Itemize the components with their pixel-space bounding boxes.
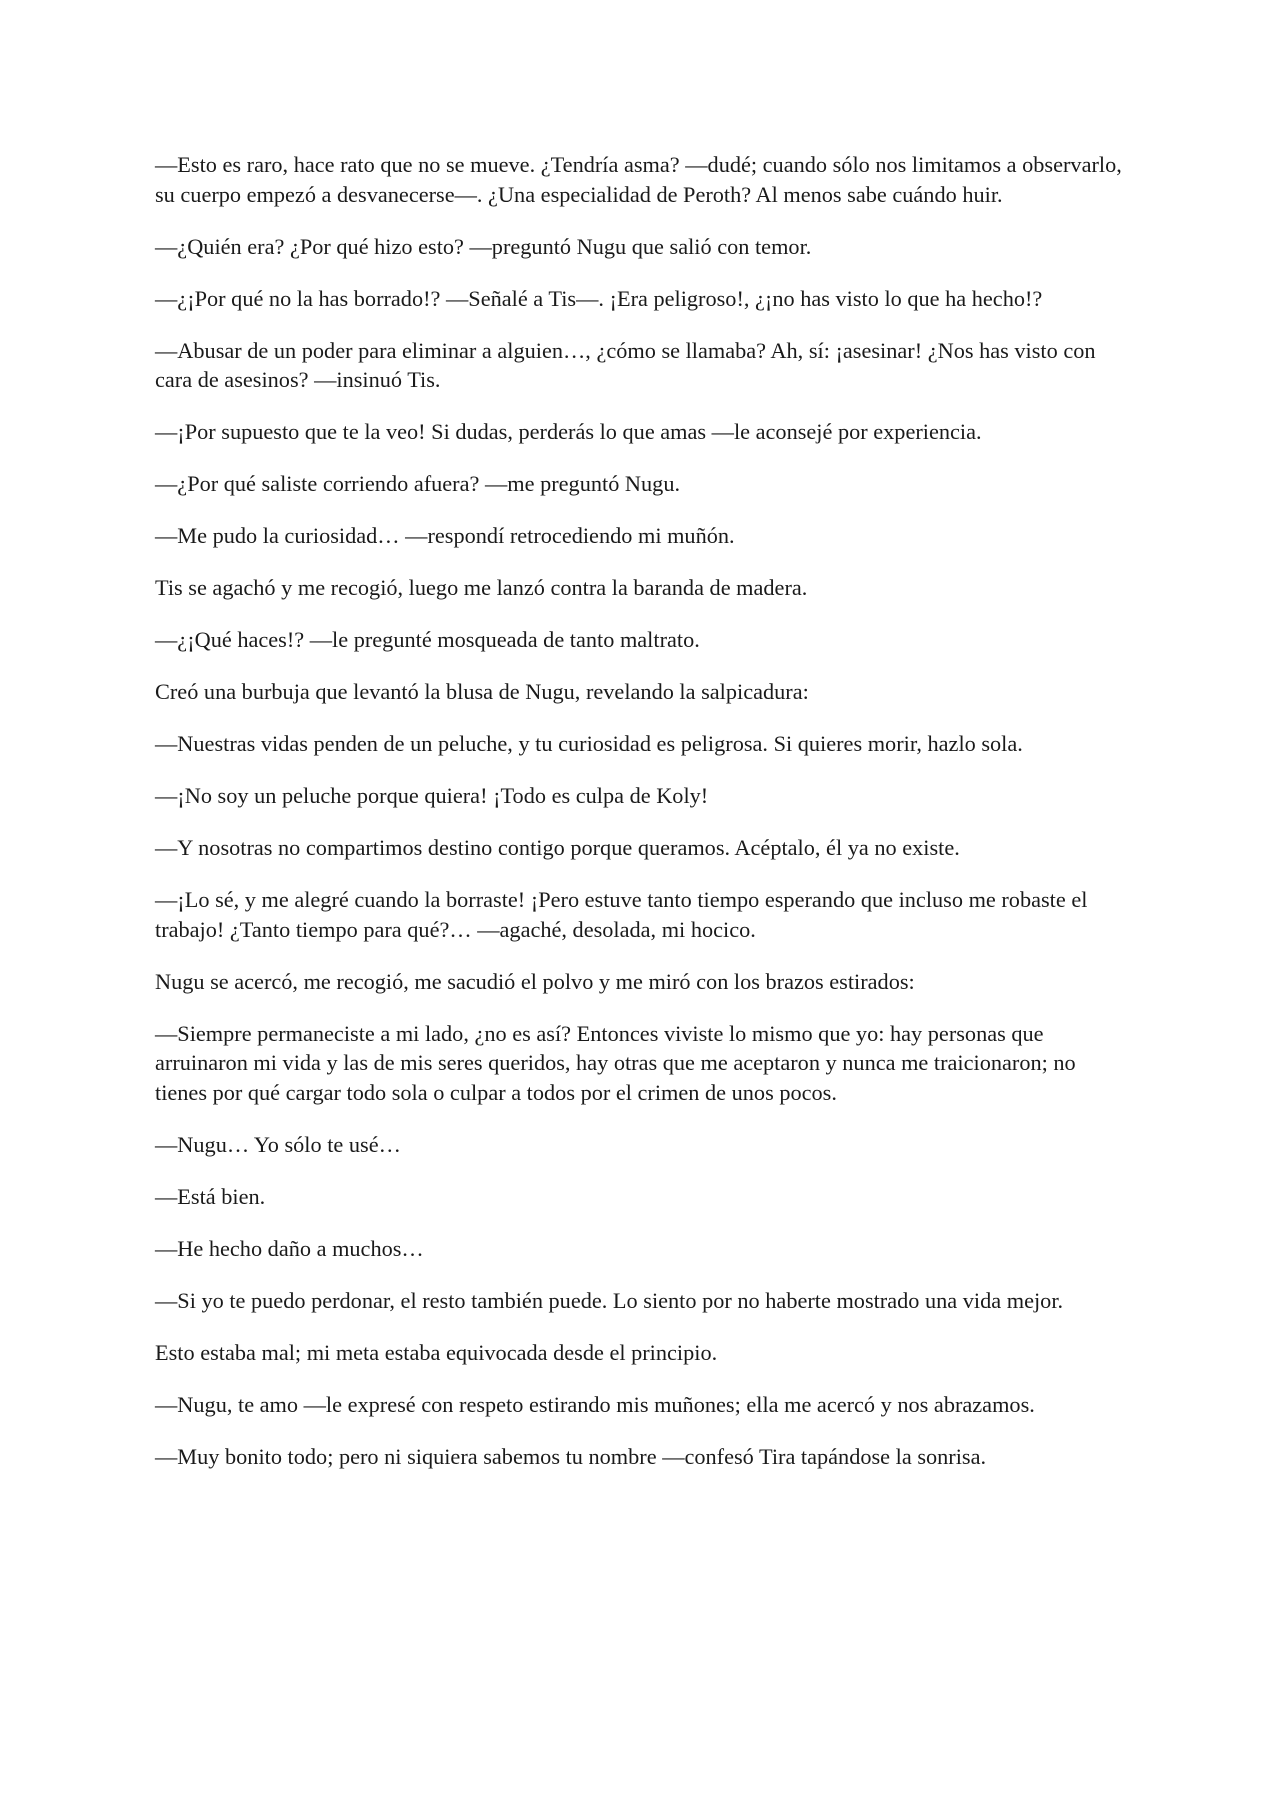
paragraph-14: —¡Lo sé, y me alegré cuando la borraste! ¡Pero estuve tanto tiempo esperando que incluso me robaste el trabajo! ¿Tanto tiempo para qué?… —agaché, desolada, mi hocico. <box>155 887 1088 942</box>
paragraph-16: —Siempre permaneciste a mi lado, ¿no es así? Entonces viviste lo mismo que yo: hay personas que arruinaron mi vida y las de mis seres queridos, hay otras que me aceptaron y nunca me traicionaron; no tienes por qué cargar todo sola o culpar a todos por el crimen de unos pocos. <box>155 1020 1076 1105</box>
paragraph-19: —He hecho daño a muchos… <box>155 1235 424 1261</box>
paragraph-1: —Esto es raro, hace rato que no se mueve. ¿Tendría asma? —dudé; cuando sólo nos limitamos a observarlo, su cuerpo empezó a desvanecerse—. ¿Una especialidad de Peroth? Al menos sabe cuándo huir. <box>155 152 1122 207</box>
paragraph-4: —Abusar de un poder para eliminar a alguien…, ¿cómo se llamaba? Ah, sí: ¡asesinar! ¿Nos has visto con cara de asesinos? —insinuó Tis. <box>155 337 1096 392</box>
paragraph-3: —¿¡Por qué no la has borrado!? —Señalé a Tis—. ¡Era peligroso!, ¿¡no has visto lo que ha hecho!? <box>155 285 1043 311</box>
paragraph-21: Esto estaba mal; mi meta estaba equivocada desde el principio. <box>155 1339 718 1365</box>
paragraph-10: Creó una burbuja que levantó la blusa de Nugu, revelando la salpicadura: <box>155 679 809 704</box>
paragraph-18: —Está bien. <box>155 1183 266 1209</box>
paragraph-12: —¡No soy un peluche porque quiera! ¡Todo es culpa de Koly! <box>155 783 709 808</box>
paragraph-7: —Me pudo la curiosidad… —respondí retrocediendo mi muñón. <box>155 523 735 548</box>
paragraph-6: —¿Por qué saliste corriendo afuera? —me preguntó Nugu. <box>155 471 681 496</box>
paragraph-2: —¿Quién era? ¿Por qué hizo esto? —preguntó Nugu que salió con temor. <box>155 233 812 259</box>
paragraph-15: Nugu se acercó, me recogió, me sacudió el polvo y me miró con los brazos estirados: <box>155 968 915 994</box>
paragraph-22: —Nugu, te amo —le expresé con respeto estirando mis muñones; ella me acercó y nos abrazamos. <box>155 1391 1035 1417</box>
paragraph-17: —Nugu… Yo sólo te usé… <box>155 1131 401 1157</box>
document-page <box>155 150 1130 1494</box>
paragraph-8: Tis se agachó y me recogió, luego me lanzó contra la baranda de madera. <box>155 575 808 600</box>
paragraph-13: —Y nosotras no compartimos destino contigo porque queramos. Acéptalo, él ya no existe. <box>155 835 960 860</box>
paragraph-20: —Si yo te puedo perdonar, el resto también puede. Lo siento por no haberte mostrado una vida mejor. <box>155 1287 1064 1313</box>
paragraph-11: —Nuestras vidas penden de un peluche, y tu curiosidad es peligrosa. Si quieres morir, hazlo sola. <box>155 731 1023 756</box>
paragraph-9: —¿¡Qué haces!? —le pregunté mosqueada de tanto maltrato. <box>155 627 700 652</box>
paragraph-5: —¡Por supuesto que te la veo! Si dudas, perderás lo que amas —le aconsejé por experiencia. <box>155 419 982 444</box>
paragraph-23: —Muy bonito todo; pero ni siquiera sabemos tu nombre —confesó Tira tapándose la sonrisa. <box>155 1443 987 1469</box>
